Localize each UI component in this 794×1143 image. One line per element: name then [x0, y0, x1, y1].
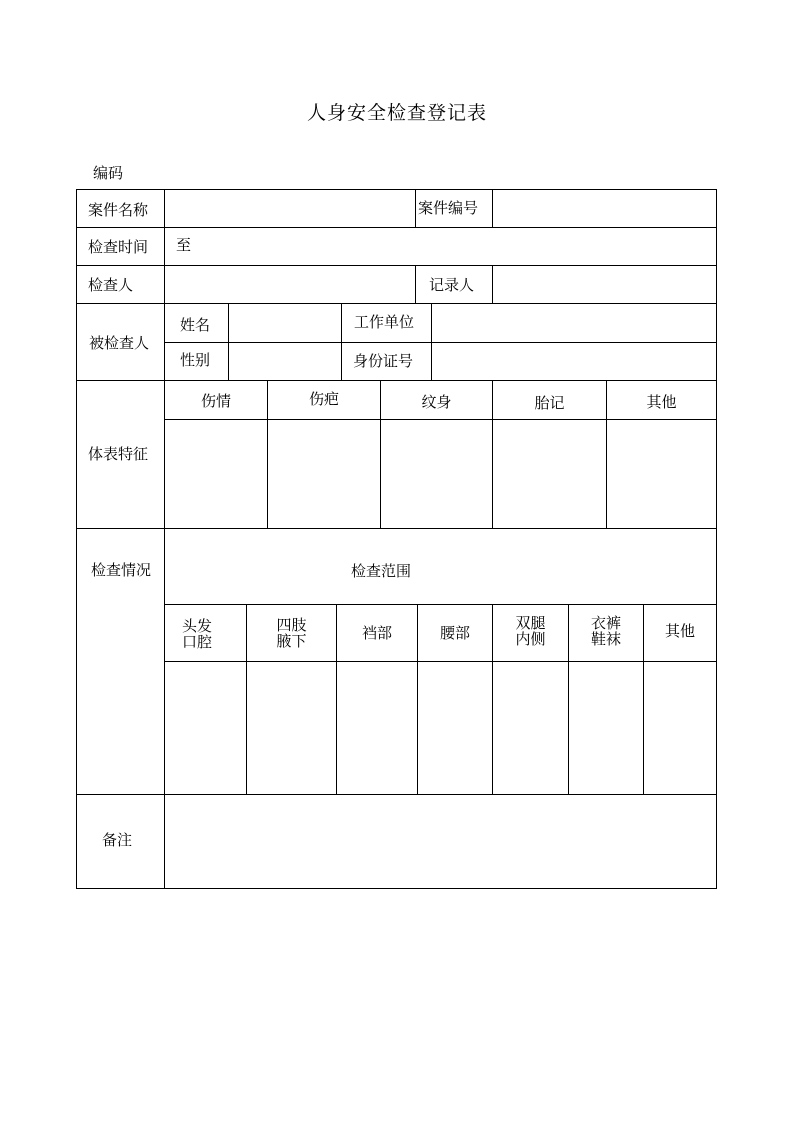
- cell-divider: [341, 303, 342, 380]
- row-divider: [76, 528, 717, 529]
- inspection-scope-label: 检查范围: [351, 562, 412, 580]
- name-field[interactable]: [229, 304, 341, 342]
- id-number-field[interactable]: [432, 343, 716, 380]
- inspector-field[interactable]: [165, 266, 415, 303]
- inspector-label: 检查人: [88, 276, 134, 294]
- remarks-field[interactable]: [165, 795, 716, 888]
- scar-field[interactable]: [268, 420, 380, 528]
- birthmark-field[interactable]: [493, 420, 606, 528]
- check-time-field[interactable]: [165, 228, 716, 265]
- other-features-field[interactable]: [607, 420, 716, 528]
- work-unit-label: 工作单位: [354, 313, 415, 331]
- inspection-header: 裆部: [361, 624, 392, 642]
- body-features-header: 胎记: [534, 394, 565, 412]
- check-time-label: 检查时间: [88, 238, 149, 256]
- waist-field[interactable]: [418, 662, 492, 794]
- work-unit-field[interactable]: [432, 304, 716, 342]
- name-label: 姓名: [180, 316, 211, 334]
- body-features-header: 伤疤: [308, 390, 339, 408]
- case-number-field[interactable]: [493, 190, 716, 227]
- body-features-label: 体表特征: [88, 445, 149, 463]
- crotch-field[interactable]: [337, 662, 417, 794]
- body-features-header: 纹身: [421, 393, 452, 411]
- row-divider: [76, 380, 717, 381]
- inspection-header: 双腿 内侧: [515, 614, 546, 648]
- body-features-header: 其他: [646, 393, 677, 411]
- cell-divider: [415, 265, 416, 303]
- inspection-header: 其他: [664, 622, 695, 640]
- recorder-label: 记录人: [429, 276, 475, 294]
- inspection-header: 四肢 腋下: [276, 616, 307, 650]
- limbs-armpits-field[interactable]: [247, 662, 336, 794]
- tattoo-field[interactable]: [381, 420, 492, 528]
- body-features-header: 伤情: [200, 392, 231, 410]
- check-time-to: 至: [176, 236, 192, 254]
- page-title: 人身安全检查登记表: [306, 102, 487, 124]
- other-inspection-field[interactable]: [644, 662, 716, 794]
- case-name-field[interactable]: [165, 190, 415, 227]
- inspection-header: 衣裤 鞋袜: [590, 614, 621, 648]
- injury-field[interactable]: [165, 420, 267, 528]
- id-number-label: 身份证号: [353, 352, 414, 370]
- inner-thighs-field[interactable]: [493, 662, 568, 794]
- clothes-shoes-field[interactable]: [569, 662, 643, 794]
- gender-label: 性别: [180, 351, 211, 369]
- remarks-label: 备注: [102, 831, 133, 849]
- inspection-header: 头发 口腔: [181, 617, 212, 651]
- gender-field[interactable]: [229, 343, 341, 380]
- table-border-left: [76, 189, 77, 889]
- cell-divider: [415, 189, 416, 227]
- code-label: 编码: [93, 164, 124, 182]
- table-border-right: [716, 189, 717, 889]
- recorder-field[interactable]: [493, 266, 716, 303]
- case-number-label: 案件编号: [418, 199, 479, 217]
- hair-mouth-field[interactable]: [165, 662, 246, 794]
- inspection-label: 检查情况: [91, 561, 152, 579]
- case-name-label: 案件名称: [88, 201, 149, 219]
- table-border-bottom: [76, 888, 717, 889]
- inspection-header: 腰部: [439, 624, 470, 642]
- subject-label: 被检查人: [89, 334, 150, 352]
